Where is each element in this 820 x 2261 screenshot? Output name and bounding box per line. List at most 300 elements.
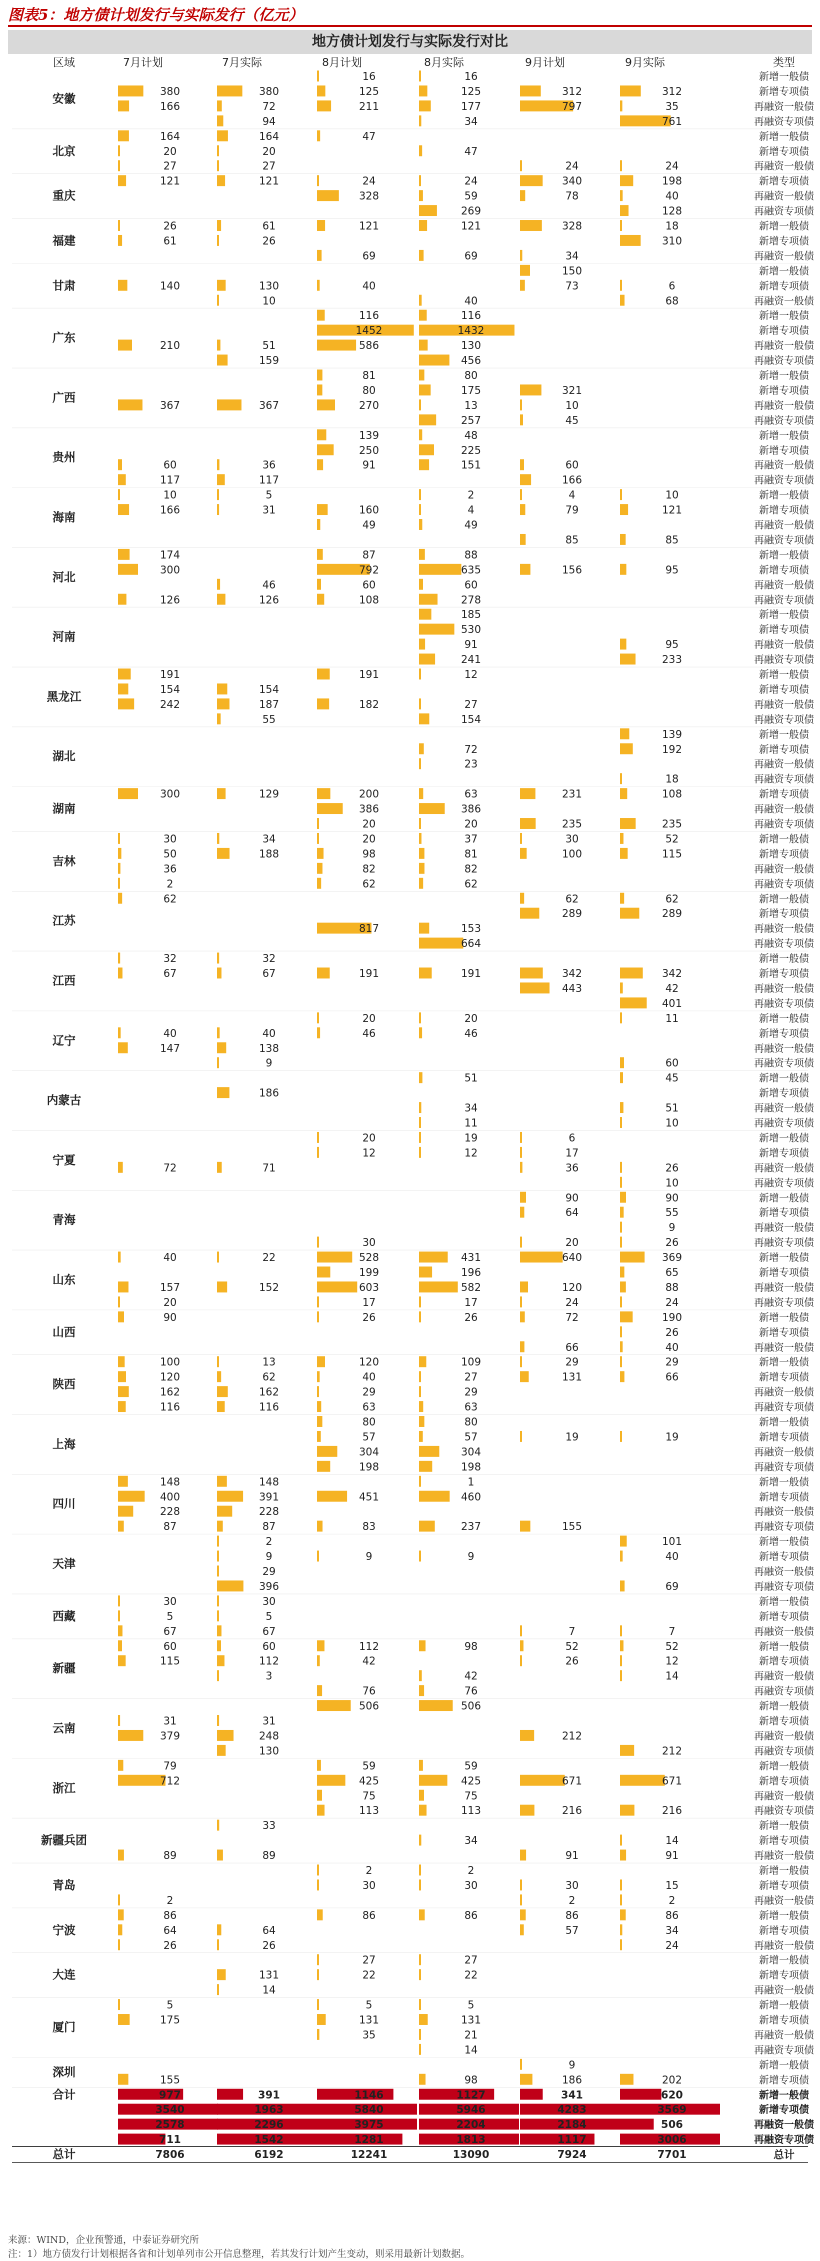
value-label: 166 xyxy=(561,474,583,487)
value-label: 671 xyxy=(561,1775,583,1788)
value-bar xyxy=(217,1281,227,1292)
value-label: 120 xyxy=(358,1356,380,1369)
value-bar xyxy=(118,968,122,979)
value-bar xyxy=(620,1072,623,1083)
value-label: 342 xyxy=(661,968,683,980)
value-bar xyxy=(217,340,220,351)
value-bar xyxy=(520,893,524,904)
type-label: 新增一般债 xyxy=(759,1193,809,1205)
value-label: 47 xyxy=(464,145,478,158)
value-bar xyxy=(217,1027,220,1038)
value-label: 30 xyxy=(362,1879,376,1892)
type-label: 新增一般债 xyxy=(759,1073,809,1085)
value-bar xyxy=(118,1730,143,1741)
value-bar xyxy=(419,504,421,515)
value-bar xyxy=(118,1625,122,1636)
value-label: 113 xyxy=(358,1805,380,1818)
type-label: 新增一般债 xyxy=(759,1866,809,1877)
value-label: 89 xyxy=(262,1850,276,1863)
value-bar xyxy=(217,220,221,231)
value-label: 231 xyxy=(561,788,583,801)
value-bar xyxy=(118,669,131,680)
value-label: 289 xyxy=(561,908,583,921)
value-bar xyxy=(419,1072,422,1083)
value-bar xyxy=(419,1117,421,1128)
type-label: 新增专项债 xyxy=(759,1432,809,1444)
value-label: 369 xyxy=(661,1252,683,1265)
value-bar xyxy=(419,878,423,889)
value-bar xyxy=(217,594,225,605)
value-bar xyxy=(520,175,543,186)
value-label: 166 xyxy=(159,100,181,113)
value-label: 90 xyxy=(565,1192,579,1205)
type-label: 再融资一般债 xyxy=(754,1567,814,1578)
value-label: 121 xyxy=(661,504,683,517)
value-bar xyxy=(419,564,461,575)
value-label: 131 xyxy=(258,1969,280,1982)
value-label: 116 xyxy=(258,1401,280,1414)
value-label: 9 xyxy=(365,1551,373,1564)
value-bar xyxy=(217,1551,219,1562)
value-label: 400 xyxy=(159,1491,181,1504)
value-bar xyxy=(620,1296,622,1307)
value-bar xyxy=(419,220,427,231)
value-bar xyxy=(520,1192,526,1203)
type-label: 再融资一般债 xyxy=(754,864,814,876)
type-label: 再融资专项债 xyxy=(754,939,814,951)
type-label: 新增专项债 xyxy=(759,176,809,188)
value-label: 506 xyxy=(358,1700,380,1713)
value-label: 342 xyxy=(561,968,583,980)
type-label: 再融资一般债 xyxy=(754,1043,814,1055)
value-bar xyxy=(217,1476,227,1487)
value-bar xyxy=(419,2029,421,2040)
type-label: 再融资专项债 xyxy=(754,1238,814,1250)
value-bar xyxy=(419,145,422,156)
value-label: 182 xyxy=(358,698,380,711)
column-header: 区域 xyxy=(53,56,75,69)
value-bar xyxy=(520,1924,524,1935)
value-label: 162 xyxy=(159,1386,181,1399)
value-label: 75 xyxy=(362,1790,376,1803)
value-bar xyxy=(419,1551,421,1562)
value-label: 671 xyxy=(661,1775,683,1788)
type-label: 新增专项债 xyxy=(759,445,809,457)
value-bar xyxy=(217,1850,223,1861)
region-label: 四川 xyxy=(52,1496,76,1511)
value-bar xyxy=(217,130,228,141)
value-label: 48 xyxy=(464,429,478,442)
value-bar xyxy=(317,340,356,351)
value-bar xyxy=(217,160,219,171)
value-bar xyxy=(620,160,622,171)
type-label: 新增专项债 xyxy=(759,146,809,158)
value-bar xyxy=(620,1207,624,1218)
value-label: 2 xyxy=(365,1865,373,1877)
value-label: 80 xyxy=(362,384,376,397)
value-label: 27 xyxy=(262,160,276,173)
type-label: 新增一般债 xyxy=(759,131,809,143)
value-label: 120 xyxy=(159,1371,181,1384)
value-label: 2 xyxy=(166,878,174,891)
value-label: 40 xyxy=(163,1027,177,1040)
value-label: 67 xyxy=(262,968,276,980)
value-bar xyxy=(419,1311,421,1322)
value-bar xyxy=(520,1625,522,1636)
value-bar xyxy=(317,2029,319,2040)
value-bar xyxy=(520,968,543,979)
value-bar xyxy=(520,250,522,261)
type-label: 新增专项债 xyxy=(759,326,809,338)
value-label: 198 xyxy=(460,1461,482,1474)
type-label: 新增一般债 xyxy=(759,1537,809,1549)
value-bar xyxy=(419,2014,428,2025)
value-label: 140 xyxy=(159,280,181,293)
value-label: 10 xyxy=(163,489,177,502)
value-label: 22 xyxy=(362,1969,376,1982)
value-label: 12 xyxy=(362,1147,376,1160)
value-bar xyxy=(419,1685,424,1696)
value-bar xyxy=(317,1446,337,1457)
value-label: 582 xyxy=(460,1281,482,1294)
value-bar xyxy=(317,1281,357,1292)
value-label: 155 xyxy=(159,2074,181,2087)
value-bar xyxy=(118,1894,120,1905)
value-bar xyxy=(317,1132,319,1143)
type-label: 再融资专项债 xyxy=(754,206,814,218)
value-label: 60 xyxy=(565,459,579,472)
value-bar xyxy=(520,1252,563,1263)
value-label: 5 xyxy=(265,489,273,502)
value-label: 1 xyxy=(467,1476,475,1489)
value-label: 11 xyxy=(464,1117,478,1130)
value-bar xyxy=(620,1431,622,1442)
type-label: 新增一般债 xyxy=(759,1417,809,1429)
value-bar xyxy=(620,1356,622,1367)
value-bar xyxy=(620,100,622,111)
value-bar xyxy=(118,1252,121,1263)
value-label: 67 xyxy=(163,1625,177,1638)
type-label: 新增一般债 xyxy=(759,72,809,83)
value-bar xyxy=(217,280,226,291)
value-bar xyxy=(419,355,449,366)
value-bar xyxy=(620,773,622,784)
region-label: 西藏 xyxy=(52,1608,76,1623)
value-bar xyxy=(217,1984,219,1995)
value-bar xyxy=(217,1371,221,1382)
grand-total-value: 7924 xyxy=(557,2149,587,2162)
value-label: 711 xyxy=(159,2134,181,2147)
value-label: 24 xyxy=(362,175,376,188)
value-label: 14 xyxy=(464,2044,478,2057)
value-bar xyxy=(419,579,423,590)
column-header: 8月实际 xyxy=(424,56,464,69)
value-bar xyxy=(217,295,219,306)
value-bar xyxy=(620,489,622,500)
value-bar xyxy=(317,579,321,590)
value-label: 225 xyxy=(460,444,482,457)
type-label: 新增一般债 xyxy=(759,2090,809,2102)
type-label: 新增一般债 xyxy=(759,2000,809,2012)
column-header: 8月计划 xyxy=(322,56,362,69)
value-label: 664 xyxy=(460,938,482,951)
region-label: 重庆 xyxy=(52,188,76,203)
value-bar xyxy=(118,1162,123,1173)
value-bar xyxy=(419,743,424,754)
region-label: 新疆兵团 xyxy=(41,1833,87,1848)
value-bar xyxy=(419,1132,421,1143)
value-bar xyxy=(317,429,326,440)
value-label: 10 xyxy=(665,1177,679,1190)
type-label: 再融资专项债 xyxy=(754,1522,814,1534)
type-label: 新增专项债 xyxy=(759,625,809,637)
value-bar xyxy=(520,833,522,844)
value-label: 66 xyxy=(565,1341,579,1354)
value-label: 46 xyxy=(464,1027,478,1040)
value-label: 1452 xyxy=(355,325,383,338)
value-label: 148 xyxy=(258,1476,280,1489)
value-label: 386 xyxy=(358,803,380,816)
region-label: 黑龙江 xyxy=(46,689,82,704)
value-label: 164 xyxy=(159,130,181,143)
value-label: 300 xyxy=(159,564,181,577)
value-label: 30 xyxy=(262,1595,276,1608)
value-bar xyxy=(620,235,641,246)
value-bar xyxy=(419,1446,439,1457)
value-bar xyxy=(620,504,628,515)
value-label: 152 xyxy=(258,1281,280,1294)
value-label: 94 xyxy=(262,115,276,128)
type-label: 再融资专项债 xyxy=(754,1402,814,1414)
value-label: 72 xyxy=(262,100,276,113)
value-bar xyxy=(419,713,429,724)
type-label: 再融资一般债 xyxy=(754,400,814,412)
value-bar xyxy=(520,1879,522,1890)
value-bar xyxy=(520,564,530,575)
value-label: 12 xyxy=(464,1147,478,1160)
value-bar xyxy=(317,130,320,141)
type-label: 新增专项债 xyxy=(759,385,809,397)
value-bar xyxy=(118,1371,126,1382)
value-label: 200 xyxy=(358,788,380,801)
value-label: 29 xyxy=(362,1386,376,1399)
type-label: 再融资一般债 xyxy=(754,1985,814,1997)
grand-total-value: 7701 xyxy=(657,2149,687,2162)
type-label: 新增专项债 xyxy=(759,2015,809,2027)
value-bar xyxy=(217,235,219,246)
value-label: 160 xyxy=(358,504,380,517)
value-bar xyxy=(317,1296,319,1307)
value-label: 91 xyxy=(464,639,478,652)
value-label: 30 xyxy=(362,1237,376,1250)
type-label: 新增专项债 xyxy=(759,1148,809,1160)
value-bar xyxy=(118,220,120,231)
value-label: 116 xyxy=(460,310,482,323)
value-bar xyxy=(520,1132,522,1143)
value-label: 4 xyxy=(467,504,475,517)
value-bar xyxy=(520,1775,565,1786)
value-label: 115 xyxy=(661,848,683,861)
type-label: 新增一般债 xyxy=(759,2060,809,2072)
type-label: 再融资专项债 xyxy=(754,1746,814,1758)
value-bar xyxy=(419,370,424,381)
value-bar xyxy=(620,1237,622,1248)
type-label: 再融资专项债 xyxy=(754,1297,814,1309)
value-bar xyxy=(620,728,629,739)
value-label: 212 xyxy=(661,1745,683,1758)
value-bar xyxy=(317,818,319,829)
value-label: 635 xyxy=(460,564,482,577)
type-label: 新增专项债 xyxy=(759,2075,809,2087)
value-bar xyxy=(317,1311,319,1322)
value-bar xyxy=(520,280,525,291)
value-bar xyxy=(520,848,527,859)
value-label: 57 xyxy=(464,1431,478,1444)
value-bar xyxy=(520,384,541,395)
value-label: 5 xyxy=(166,1610,174,1623)
value-label: 5 xyxy=(166,1999,174,2012)
value-bar xyxy=(217,1386,228,1397)
value-label: 9 xyxy=(668,1222,676,1235)
value-bar xyxy=(520,1341,524,1352)
value-label: 151 xyxy=(460,459,482,472)
value-bar xyxy=(118,1999,120,2010)
value-bar xyxy=(317,1685,322,1696)
value-label: 506 xyxy=(661,2119,683,2132)
type-label: 新增一般债 xyxy=(759,954,809,966)
value-label: 36 xyxy=(163,863,177,876)
value-label: 34 xyxy=(464,1102,478,1115)
value-bar xyxy=(217,175,225,186)
value-bar xyxy=(520,489,522,500)
value-label: 130 xyxy=(258,280,280,293)
value-bar xyxy=(419,1521,435,1532)
value-label: 40 xyxy=(362,1371,376,1384)
value-label: 22 xyxy=(262,1252,276,1265)
type-label: 再融资专项债 xyxy=(754,1058,814,1070)
value-label: 340 xyxy=(561,175,583,188)
value-label: 6 xyxy=(668,280,676,293)
value-label: 792 xyxy=(358,564,380,577)
value-bar xyxy=(520,818,536,829)
value-bar xyxy=(217,1401,225,1412)
value-label: 30 xyxy=(163,1595,177,1608)
value-label: 26 xyxy=(565,1655,579,1668)
value-bar xyxy=(419,1700,453,1711)
value-bar xyxy=(118,594,126,605)
value-bar xyxy=(317,1775,345,1786)
value-label: 10 xyxy=(262,295,276,308)
value-label: 31 xyxy=(262,1715,276,1728)
value-label: 130 xyxy=(258,1745,280,1758)
value-bar xyxy=(620,1281,626,1292)
value-bar xyxy=(620,1805,634,1816)
value-label: 9 xyxy=(265,1551,273,1564)
value-bar xyxy=(118,1775,165,1786)
value-bar xyxy=(217,1521,223,1532)
value-bar xyxy=(317,788,330,799)
value-label: 620 xyxy=(661,2089,683,2102)
value-bar xyxy=(620,85,641,96)
value-bar xyxy=(217,788,226,799)
value-label: 36 xyxy=(565,1162,579,1175)
value-label: 164 xyxy=(258,130,280,143)
value-bar xyxy=(620,534,626,545)
type-label: 再融资一般债 xyxy=(754,983,814,995)
value-label: 175 xyxy=(159,2014,181,2027)
value-label: 640 xyxy=(561,1252,583,1265)
value-label: 18 xyxy=(665,220,679,233)
value-label: 40 xyxy=(665,1551,679,1564)
value-label: 121 xyxy=(460,220,482,233)
value-label: 131 xyxy=(460,2014,482,2027)
value-label: 451 xyxy=(358,1491,380,1504)
value-label: 5 xyxy=(365,1999,373,2012)
value-bar xyxy=(317,1521,323,1532)
value-label: 85 xyxy=(665,534,679,547)
value-bar xyxy=(317,1027,320,1038)
value-label: 34 xyxy=(262,833,276,846)
value-bar xyxy=(118,1027,121,1038)
value-bar xyxy=(317,1760,321,1771)
value-bar xyxy=(520,2074,532,2085)
value-bar xyxy=(217,1820,219,1831)
value-bar xyxy=(217,474,225,485)
type-label: 再融资一般债 xyxy=(754,1895,814,1907)
type-label: 新增专项债 xyxy=(759,1208,809,1220)
value-label: 100 xyxy=(159,1356,181,1369)
value-bar xyxy=(520,190,525,201)
column-header: 7月实际 xyxy=(222,56,262,69)
value-label: 30 xyxy=(464,1879,478,1892)
value-label: 82 xyxy=(362,863,376,876)
value-bar xyxy=(620,818,636,829)
column-header: 9月计划 xyxy=(525,56,565,69)
region-label: 大连 xyxy=(52,1967,76,1982)
value-label: 2204 xyxy=(456,2119,486,2132)
region-label: 贵州 xyxy=(52,450,76,465)
value-bar xyxy=(520,85,541,96)
value-label: 198 xyxy=(358,1461,380,1474)
value-label: 187 xyxy=(258,698,280,711)
value-bar xyxy=(217,1610,219,1621)
value-bar xyxy=(317,1700,351,1711)
value-bar xyxy=(118,2014,130,2025)
value-label: 60 xyxy=(665,1057,679,1070)
column-header: 类型 xyxy=(773,56,795,69)
value-label: 29 xyxy=(565,1356,579,1369)
value-bar xyxy=(118,100,129,111)
value-label: 3006 xyxy=(657,2134,687,2147)
value-bar xyxy=(217,833,219,844)
value-label: 210 xyxy=(159,340,181,353)
value-label: 26 xyxy=(665,1237,679,1250)
value-label: 312 xyxy=(561,85,583,98)
value-bar xyxy=(620,1894,622,1905)
value-bar xyxy=(317,1267,330,1278)
footnote: 注：1）地方债发行计划根据各省和计划单列市公开信息整理，若其发行计划产生变动，则采用最新计划数据。 xyxy=(8,2249,471,2260)
value-label: 761 xyxy=(661,115,683,128)
value-bar xyxy=(317,1431,321,1442)
value-bar xyxy=(217,683,227,694)
type-label: 再融资专项债 xyxy=(754,2045,814,2057)
value-bar xyxy=(118,863,120,874)
value-bar xyxy=(118,1401,126,1412)
value-bar xyxy=(217,1162,222,1173)
region-label: 河北 xyxy=(52,569,76,584)
value-label: 72 xyxy=(464,743,478,756)
value-label: 13 xyxy=(464,399,478,412)
